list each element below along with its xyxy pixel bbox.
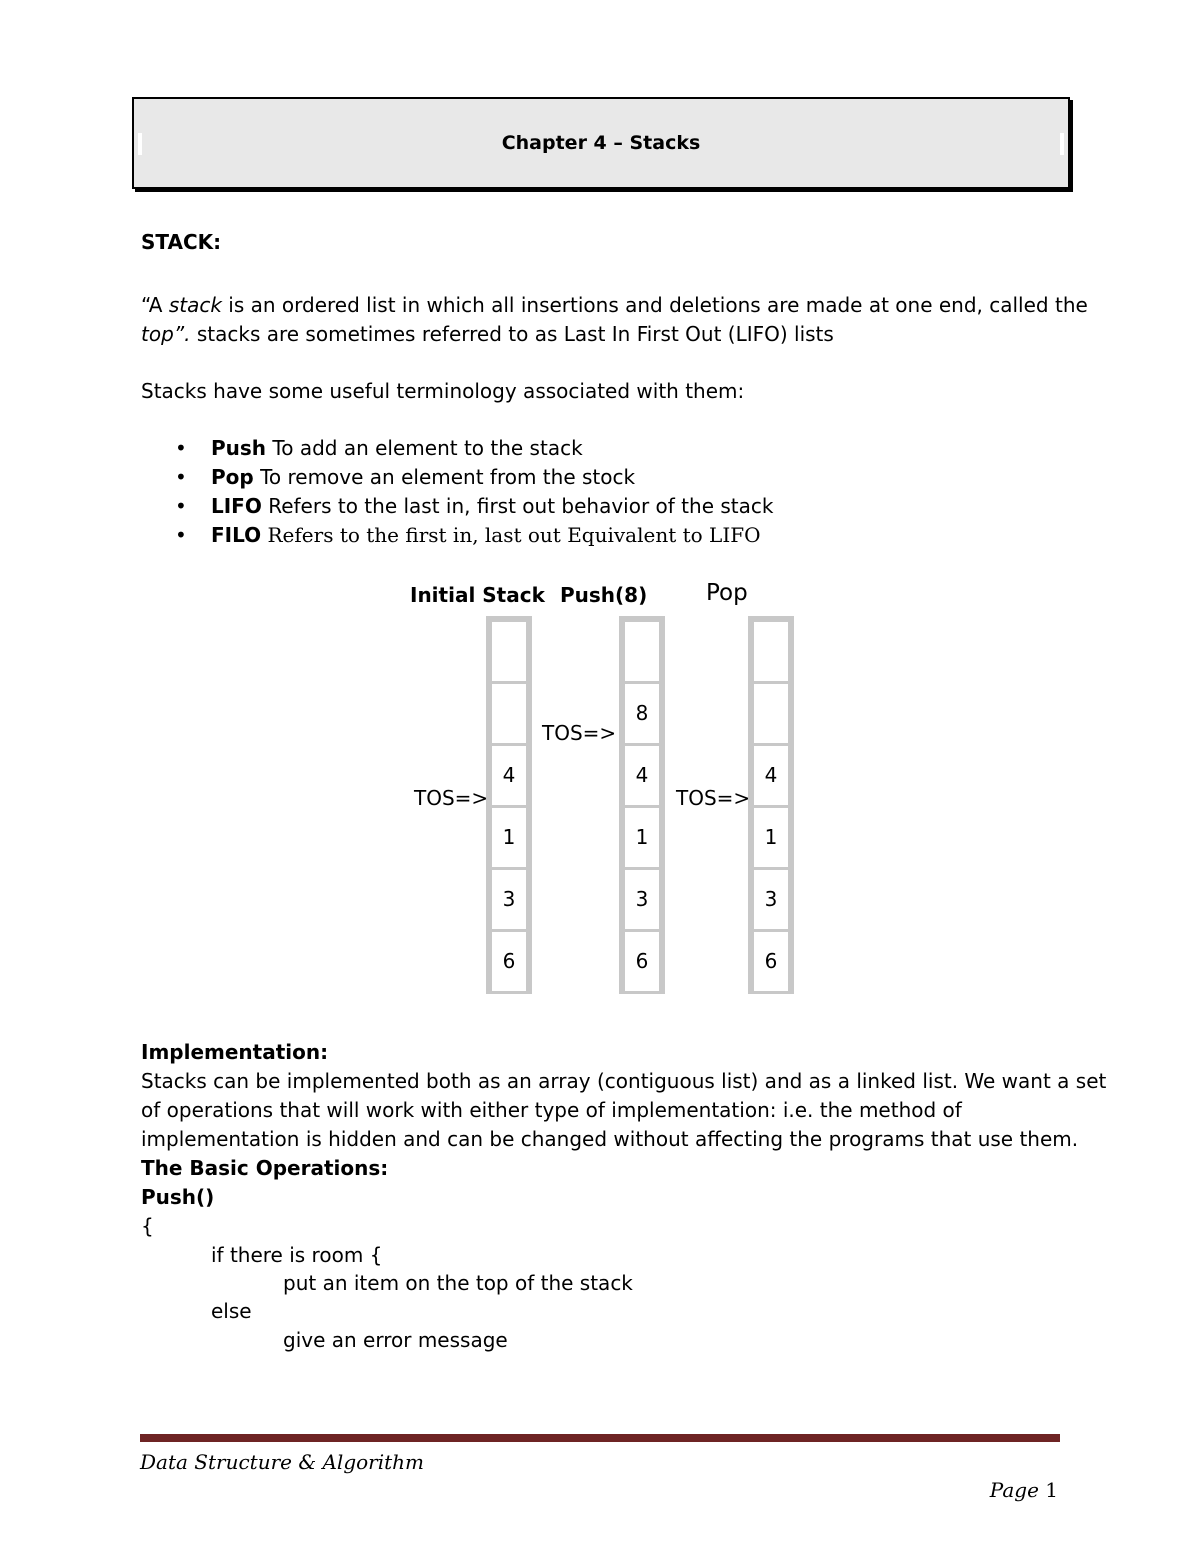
label-initial-stack: Initial Stack <box>410 583 545 607</box>
stack-cell: 1 <box>492 808 526 867</box>
footer-course-title: Data Structure & Algorithm <box>140 1450 425 1474</box>
page-label: Page <box>989 1478 1039 1502</box>
stack-cell: 4 <box>492 746 526 805</box>
def-tail: stacks are sometimes referred to as Last In First Out (LIFO) lists <box>190 322 834 346</box>
def-stack-term: stack <box>168 293 222 317</box>
stack-heading: STACK: <box>141 230 222 254</box>
stack-cell: 3 <box>492 870 526 929</box>
def-top-term: top”. <box>141 322 191 346</box>
stack-cell: 4 <box>754 746 788 805</box>
stack-cell <box>754 622 788 681</box>
basic-operations-heading: The Basic Operations: <box>141 1156 389 1180</box>
stack-pop <box>748 616 794 994</box>
footer-rule <box>140 1434 1060 1442</box>
chapter-header-box <box>132 97 1070 189</box>
code-error-message: give an error message <box>283 1328 508 1352</box>
stack-cell: 8 <box>625 684 659 743</box>
stack-cell: 6 <box>625 932 659 991</box>
stack-cell: 1 <box>625 808 659 867</box>
definition-line-1 <box>141 291 1088 320</box>
stack-initial <box>486 616 532 994</box>
definition-line-2 <box>141 320 834 349</box>
label-push-8: Push(8) <box>560 583 648 607</box>
code-if-room: if there is room { <box>211 1243 383 1267</box>
term-lifo: LIFO <box>211 494 262 518</box>
term-pop-desc: To remove an element from the stock <box>253 465 636 489</box>
stack-cell: 3 <box>754 870 788 929</box>
tos-pointer-push: TOS=> <box>542 721 617 745</box>
list-item <box>141 492 773 521</box>
stack-cell <box>492 622 526 681</box>
term-filo-desc: Refers to the first in, last out Equivalent to LIFO <box>261 523 761 547</box>
term-lifo-desc: Refers to the last in, first out behavior of the stack <box>261 494 774 518</box>
list-item <box>141 434 773 463</box>
stack-cell: 6 <box>492 932 526 991</box>
chapter-title: Chapter 4 – Stacks <box>501 132 701 154</box>
def-open: “A <box>141 293 169 317</box>
implementation-heading: Implementation: <box>141 1040 329 1064</box>
stack-push <box>619 616 665 994</box>
tos-pointer-initial: TOS=> <box>414 786 489 810</box>
implementation-line-1: Stacks can be implemented both as an array (contiguous list) and as a linked list. We want a set <box>141 1069 1107 1093</box>
implementation-line-3: implementation is hidden and can be changed without affecting the programs that use them. <box>141 1127 1079 1151</box>
stack-cell: 3 <box>625 870 659 929</box>
implementation-line-2: of operations that will work with either type of implementation: i.e. the method of <box>141 1098 962 1122</box>
terms-list <box>141 434 773 550</box>
list-item <box>141 463 773 492</box>
code-push-signature: Push() <box>141 1185 215 1209</box>
footer-page-number <box>990 1478 1058 1502</box>
tos-pointer-pop: TOS=> <box>676 786 751 810</box>
label-pop: Pop <box>706 580 748 606</box>
term-push-desc: To add an element to the stack <box>266 436 583 460</box>
code-open-brace: { <box>141 1214 154 1238</box>
stack-cell <box>754 684 788 743</box>
stack-cell <box>492 684 526 743</box>
code-put-item: put an item on the top of the stack <box>283 1271 633 1295</box>
list-item <box>141 521 773 550</box>
term-push: Push <box>211 436 267 460</box>
code-else: else <box>211 1299 252 1323</box>
term-filo: FILO <box>211 523 262 547</box>
stack-cell: 1 <box>754 808 788 867</box>
def-rest: is an ordered list in which all insertions and deletions are made at one end, called the <box>221 293 1088 317</box>
stack-cell: 6 <box>754 932 788 991</box>
terminology-intro: Stacks have some useful terminology associated with them: <box>141 379 745 403</box>
page-number: 1 <box>1045 1478 1058 1502</box>
term-pop: Pop <box>211 465 254 489</box>
stack-cell <box>625 622 659 681</box>
stack-cell: 4 <box>625 746 659 805</box>
